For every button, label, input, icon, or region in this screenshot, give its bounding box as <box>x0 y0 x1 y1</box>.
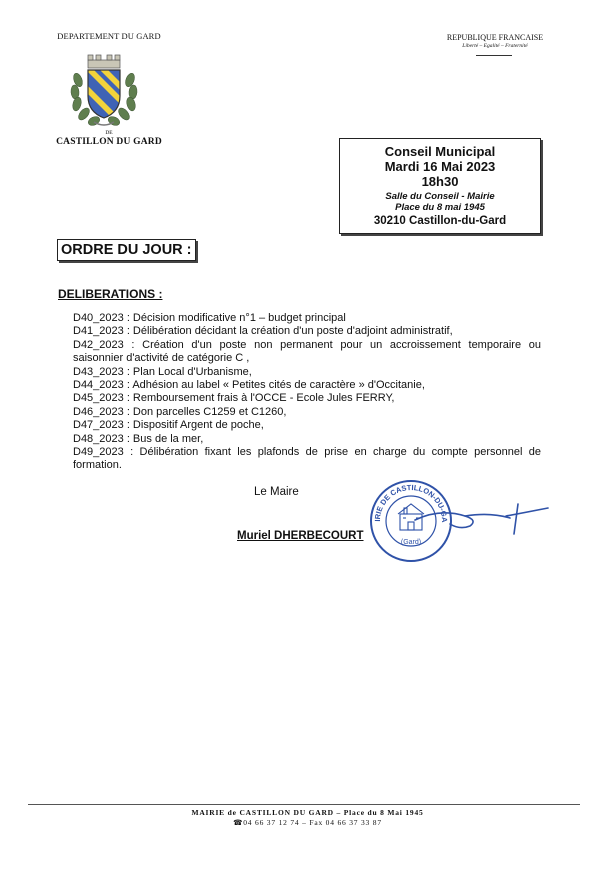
list-item: D47_2023 : Dispositif Argent de poche, <box>73 419 264 432</box>
list-item: D44_2023 : Adhésion au label « Petites cités de caractère » d'Occitanie, <box>73 379 425 392</box>
republic-title: REPUBLIQUE FRANCAISE <box>446 33 544 42</box>
stamp-top-text: IRIE DE CASTILLON-DU-GA <box>372 482 450 523</box>
meeting-time: 18h30 <box>421 174 459 189</box>
republic-motto: Liberté – Egalité – Fraternité <box>462 43 528 49</box>
commune-prefix: DE <box>105 130 113 136</box>
list-item: D46_2023 : Don parcelles C1259 et C1260, <box>73 405 287 418</box>
list-item: D40_2023 : Décision modificative n°1 – budget principal <box>73 312 346 324</box>
department-name: DEPARTEMENT DU GARD <box>57 31 161 41</box>
deliberations-list <box>73 312 541 473</box>
divider <box>476 55 512 56</box>
meeting-date: Mardi 16 Mai 2023 <box>384 159 496 174</box>
commune-name: CASTILLON DU GARD <box>56 137 162 147</box>
divider <box>28 804 580 805</box>
handwritten-signature-icon <box>410 490 550 540</box>
list-item: D48_2023 : Bus de la mer, <box>73 432 204 445</box>
agenda-title: ORDRE DU JOUR : <box>57 239 196 261</box>
meeting-city: 30210 Castillon-du-Gard <box>373 215 507 227</box>
signer-name: Muriel DHERBECOURT <box>237 530 364 542</box>
coat-of-arms-icon <box>64 50 144 130</box>
list-item: D41_2023 : Délibération décidant la création d'un poste d'adjoint administratif, <box>73 325 453 338</box>
signer-role: Le Maire <box>254 486 299 498</box>
list-item: D43_2023 : Plan Local d'Urbanisme, <box>73 365 252 378</box>
stamp-bottom-text: (Gard) <box>400 539 422 546</box>
list-item: D49_2023 : Délibération fixant les plafonds de prise en charge du compte personnel de formation. <box>73 446 541 472</box>
list-item: D45_2023 : Remboursement frais à l'OCCE - Ecole Jules FERRY, <box>73 392 395 405</box>
footer-contact: ☎04 66 37 12 74 – Fax 04 66 37 33 87 <box>233 818 382 827</box>
meeting-info-box <box>339 138 541 234</box>
meeting-title: Conseil Municipal <box>384 144 496 159</box>
list-item: D42_2023 : Création d'un poste non permanent pour un accroissement temporaire ou saisonnier d'activité de catégorie C , <box>73 338 541 365</box>
meeting-address: Place du 8 mai 1945 <box>395 202 485 213</box>
meeting-room: Salle du Conseil - Mairie <box>385 191 495 202</box>
footer-address: MAIRIE de CASTILLON DU GARD – Place du 8 Mai 1945 <box>191 808 424 817</box>
deliberations-heading: DELIBERATIONS : <box>58 287 163 301</box>
